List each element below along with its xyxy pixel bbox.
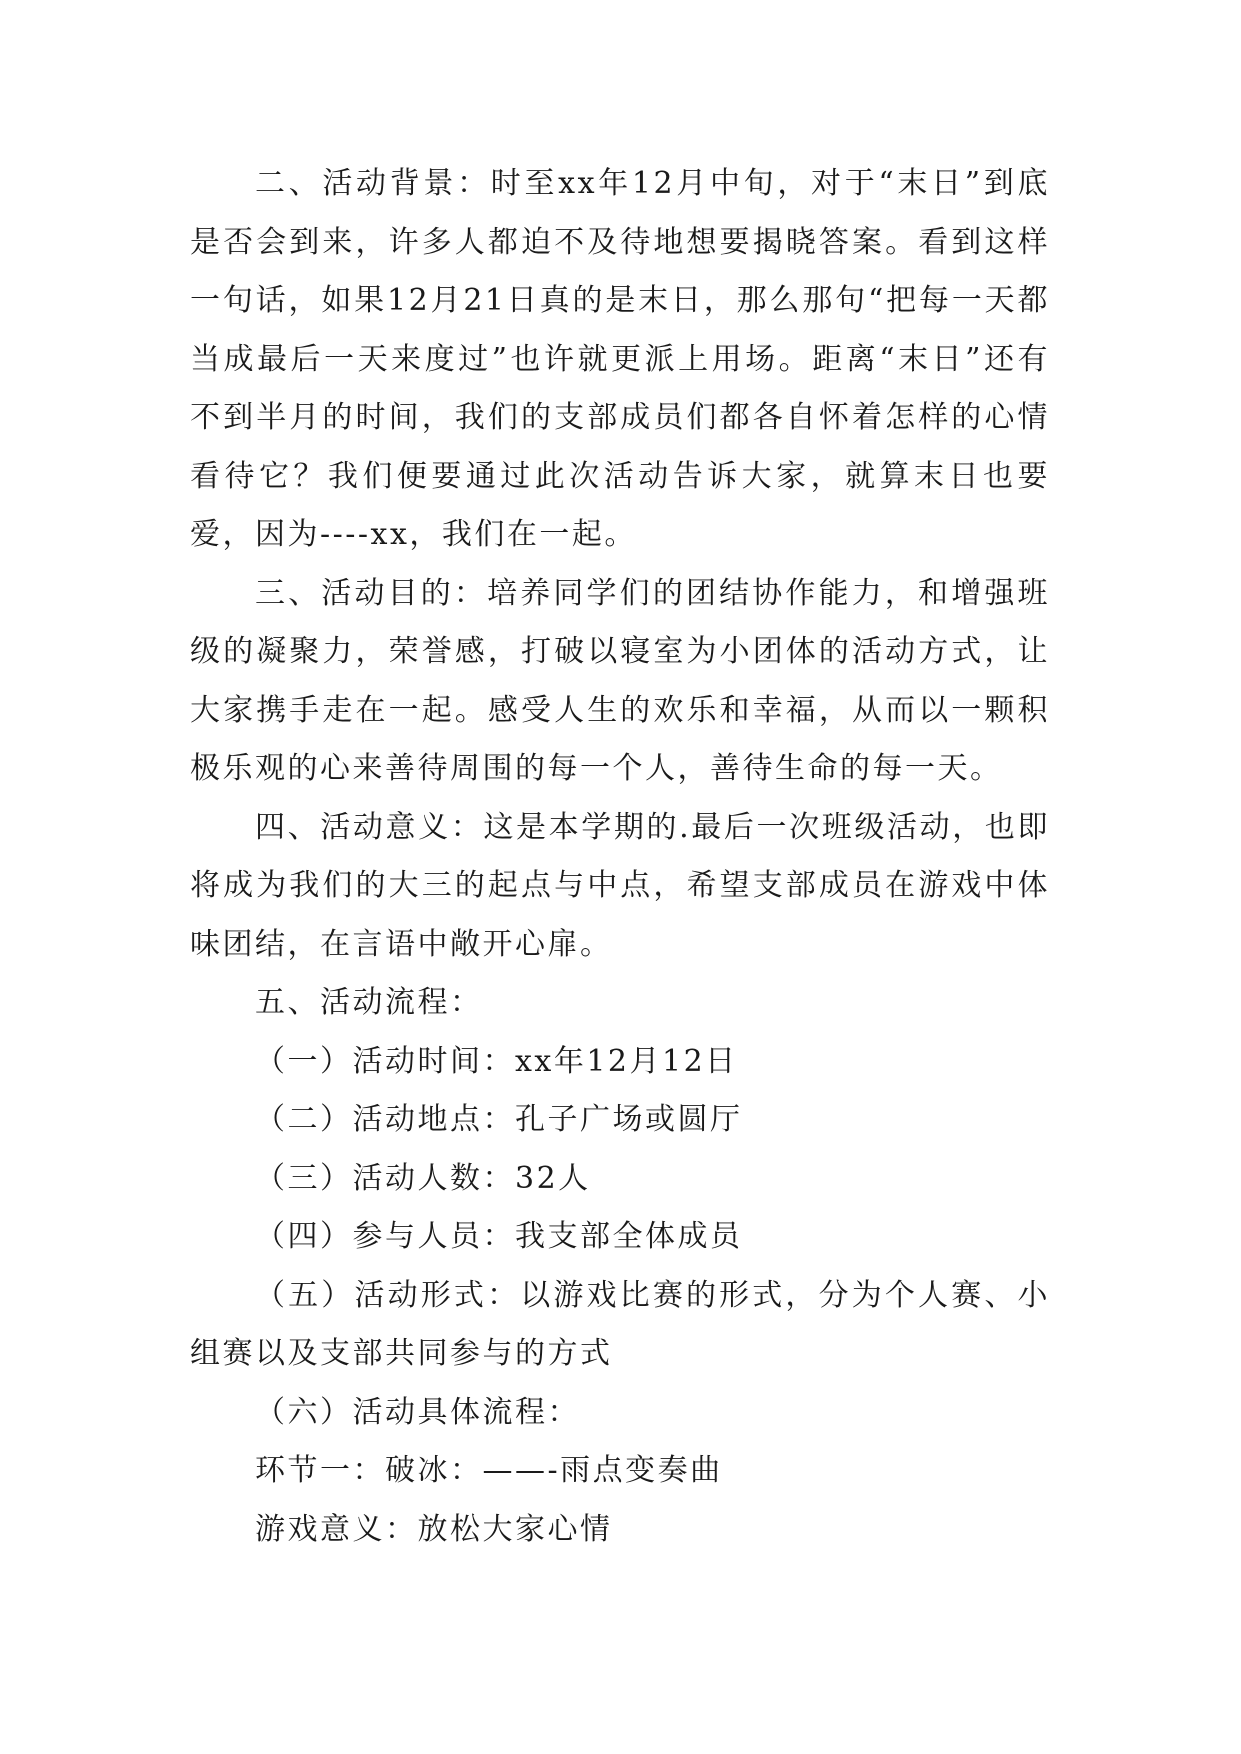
item-activity-participants: （四）参与人员：我支部全体成员 [255, 1219, 743, 1254]
item-activity-count: （三）活动人数：32人 [255, 1160, 591, 1196]
paragraph-activity-purpose: 三、活动目的：培养同学们的团结协作能力，和增强班级的凝聚力，荣誉感，打破以寝室为小团体的活动方式，让大家携手走在一起。感受人生的欢乐和幸福，从而以一颗积极乐观的心来善待周围的每一个人，善待生命的每一天。 [190, 575, 1050, 786]
paragraph-activity-meaning: 四、活动意义：这是本学期的.最后一次班级活动，也即将成为我们的大三的起点与中点，希望支部成员在游戏中体味团结，在言语中敞开心扉。 [190, 809, 1050, 962]
item-game-meaning: 游戏意义：放松大家心情 [255, 1511, 613, 1547]
item-activity-form: （五）活动形式：以游戏比赛的形式，分为个人赛、小组赛以及支部共同参与的方式 [190, 1277, 1050, 1371]
paragraph-activity-background: 二、活动背景：时至xx年12月中旬，对于“末日”到底是否会到来，许多人都迫不及待地想要揭晓答案。看到这样一句话，如果12月21日真的是末日，那么那句“把每一天都当成最后一天来度过”也许就更派上用场。距离“末日”还有不到半月的时间，我们的支部成员们都各自怀着怎样的心情看待它？我们便要通过此次活动告诉大家，就算末日也要爱，因为----xx，我们在一起。 [190, 166, 1050, 552]
item-segment-one: 环节一：破冰：——-雨点变奏曲 [255, 1453, 723, 1488]
document-body [190, 155, 1050, 1559]
item-activity-time: （一）活动时间：xx年12月12日 [255, 1043, 738, 1079]
heading-activity-detail: （六）活动具体流程： [255, 1394, 580, 1430]
heading-activity-process: 五、活动流程： [255, 985, 483, 1020]
item-activity-place: （二）活动地点：孔子广场或圆厅 [255, 1102, 743, 1137]
